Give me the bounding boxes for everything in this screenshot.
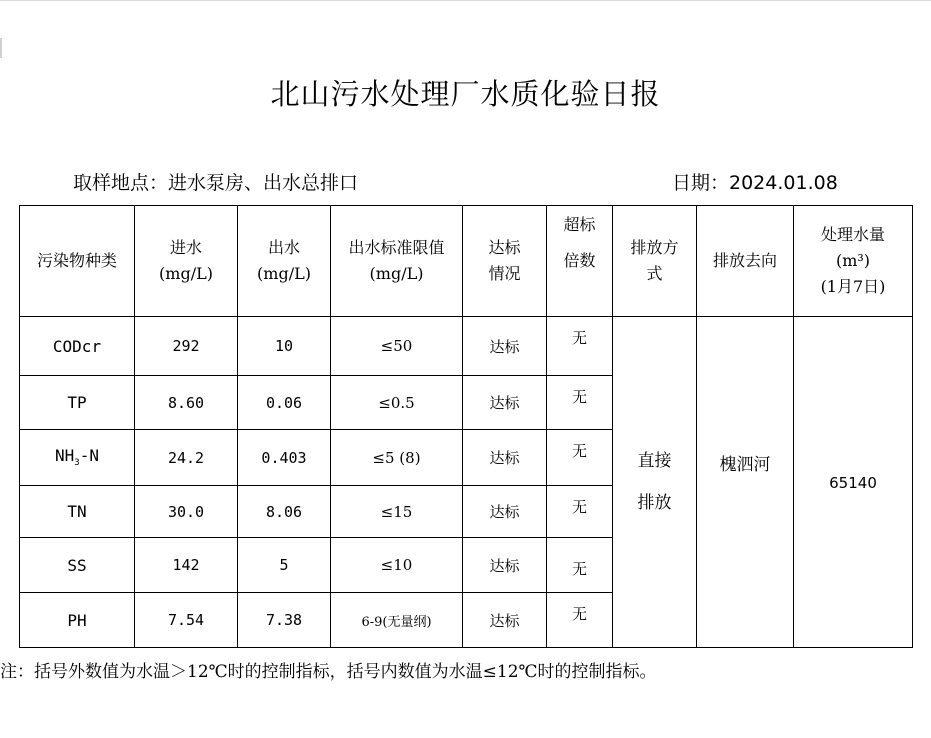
cell-discharge-method — [613, 317, 697, 648]
pollutant-tail: -N — [79, 446, 99, 466]
header-exceed — [547, 206, 613, 317]
cell-inflow: 292 — [135, 317, 238, 376]
cell-limit: 6-9(无量纲) — [331, 593, 463, 648]
report-title: 北山污水处理厂水质化验日报 — [270, 77, 661, 111]
header-volume-date: (1月7日) — [820, 277, 886, 296]
header-inflow — [135, 206, 238, 317]
cell-outflow: 8.06 — [238, 486, 331, 538]
header-outflow-label: 出水 — [267, 238, 300, 257]
cell-status: 达标 — [463, 430, 547, 486]
cell-limit: ≤5 (8) — [331, 430, 463, 486]
cell-status: 达标 — [463, 376, 547, 430]
header-method-line2: 式 — [646, 264, 663, 283]
discharge-method-line2: 排放 — [637, 493, 672, 513]
header-limit — [331, 206, 463, 317]
cell-pollutant: TN — [20, 486, 135, 538]
sampling-location: 取样地点：进水泵房、出水总排口 — [73, 172, 359, 194]
header-method-line1: 排放方 — [630, 238, 679, 257]
cell-exceed: 无 — [547, 430, 613, 486]
cell-exceed: 无 — [547, 486, 613, 538]
header-status-line1: 达标 — [488, 238, 521, 257]
cell-limit: ≤50 — [331, 317, 463, 376]
cell-pollutant: SS — [20, 538, 135, 593]
cell-exceed: 无 — [547, 593, 613, 648]
cell-inflow: 142 — [135, 538, 238, 593]
header-exceed-line2: 倍数 — [563, 251, 596, 270]
header-exceed-line1: 超标 — [563, 215, 596, 234]
header-volume — [794, 206, 913, 317]
cell-outflow: 0.403 — [238, 430, 331, 486]
header-volume-unit: (m³) — [835, 251, 871, 270]
cell-exceed: 无 — [547, 376, 613, 430]
cell-status: 达标 — [463, 593, 547, 648]
cell-inflow: 24.2 — [135, 430, 238, 486]
edge-mark — [0, 38, 2, 58]
footnote: 注：括号外数值为水温＞12℃时的控制指标，括号内数值为水温≤12℃时的控制指标。 — [0, 662, 657, 682]
discharge-method-line1: 直接 — [637, 451, 672, 471]
cell-pollutant: TP — [20, 376, 135, 430]
cell-status: 达标 — [463, 538, 547, 593]
header-pollutant-label: 污染物种类 — [36, 251, 117, 270]
cell-limit: ≤0.5 — [331, 376, 463, 430]
header-limit-unit: (mg/L) — [369, 264, 424, 283]
header-outflow — [238, 206, 331, 317]
cell-limit: ≤15 — [331, 486, 463, 538]
cell-outflow: 10 — [238, 317, 331, 376]
table-row — [20, 317, 913, 376]
cell-status: 达标 — [463, 317, 547, 376]
header-status — [463, 206, 547, 317]
cell-outflow: 5 — [238, 538, 331, 593]
cell-inflow: 30.0 — [135, 486, 238, 538]
cell-outflow: 0.06 — [238, 376, 331, 430]
cell-pollutant: PH — [20, 593, 135, 648]
header-limit-label: 出水标准限值 — [348, 238, 445, 257]
header-status-line2: 情况 — [488, 264, 521, 283]
header-pollutant — [20, 206, 135, 317]
cell-exceed: 无 — [547, 538, 613, 593]
cell-inflow: 8.60 — [135, 376, 238, 430]
water-quality-table — [19, 205, 913, 648]
cell-treated-volume: 65140 — [794, 317, 913, 648]
header-destination-label: 排放去向 — [712, 251, 777, 270]
cell-inflow: 7.54 — [135, 593, 238, 648]
header-inflow-label: 进水 — [169, 238, 202, 257]
cell-pollutant — [20, 430, 135, 486]
header-destination — [697, 206, 794, 317]
cell-destination: 槐泗河 — [697, 317, 794, 648]
cell-status: 达标 — [463, 486, 547, 538]
top-border-line — [0, 0, 931, 1]
pollutant-subscript: 3 — [74, 458, 80, 469]
header-row — [20, 206, 913, 317]
cell-pollutant: CODcr — [20, 317, 135, 376]
pollutant-main: NH — [55, 446, 75, 466]
header-inflow-unit: (mg/L) — [159, 264, 213, 283]
cell-limit: ≤10 — [331, 538, 463, 593]
header-method — [613, 206, 697, 317]
cell-exceed: 无 — [547, 317, 613, 376]
cell-outflow: 7.38 — [238, 593, 331, 648]
report-date: 日期：2024.01.08 — [672, 172, 838, 194]
header-outflow-unit: (mg/L) — [257, 264, 311, 283]
header-volume-label: 处理水量 — [820, 225, 885, 244]
